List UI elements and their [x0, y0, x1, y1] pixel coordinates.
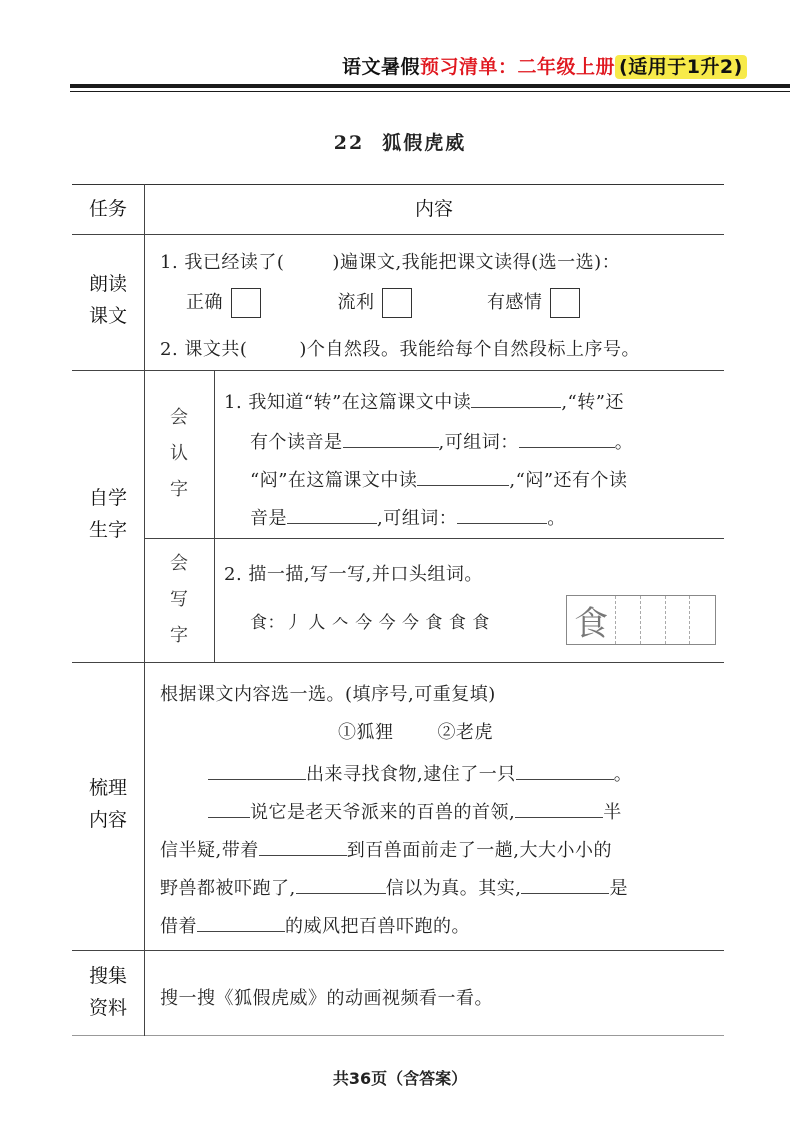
- lesson-number: 22: [333, 132, 365, 154]
- page-footer: 共36页（含答案）: [332, 1069, 468, 1088]
- grid-cell[interactable]: [690, 596, 715, 644]
- checkbox-fluent[interactable]: [382, 288, 412, 318]
- summary-line-1: [208, 760, 632, 786]
- text-segment: 。: [613, 764, 633, 785]
- summary-line-4: [160, 874, 628, 900]
- header-title: 预习清单：二年级上册: [420, 56, 616, 78]
- grid-cell[interactable]: [616, 596, 641, 644]
- choice-tiger: ②老虎: [437, 722, 493, 743]
- row-label-summary: [72, 772, 144, 836]
- option-fluent-label: 流利: [337, 292, 375, 313]
- row-divider: [72, 234, 724, 235]
- answer-blank[interactable]: [457, 523, 547, 524]
- answer-blank[interactable]: [208, 779, 306, 780]
- grid-cell[interactable]: [666, 596, 691, 644]
- answer-blank[interactable]: [296, 893, 386, 894]
- reading-question-2: [160, 335, 640, 361]
- text-segment: ,“转”还: [561, 392, 624, 413]
- label-char: 认: [170, 443, 188, 464]
- text-segment: )个自然段。我能给每个自然段标上序号。: [299, 339, 640, 360]
- text-segment: 信以为真。其实,: [385, 878, 522, 899]
- label-line: 自学: [88, 487, 127, 509]
- text-segment: 半: [603, 802, 622, 823]
- row-label-selfstudy: [72, 482, 144, 546]
- page-header: [342, 52, 747, 79]
- column-header-content: 内容: [414, 198, 453, 220]
- text-segment: 信半疑,带着: [160, 840, 259, 861]
- text-segment: ,可组词：: [438, 432, 519, 453]
- label-line: 搜集: [88, 965, 127, 987]
- label-line: 资料: [88, 997, 127, 1019]
- research-task: 搜一搜《狐假虎威》的动画视频看一看。: [160, 988, 493, 1009]
- label-line: 朗读: [88, 273, 127, 295]
- recognize-line-1: [224, 388, 624, 414]
- text-segment: 。: [614, 432, 634, 453]
- text-segment: 野兽都被吓跑了,: [160, 878, 296, 899]
- text-segment: )遍课文,我能把课文读得(选一选)：: [332, 252, 621, 273]
- sublabel-write: [144, 546, 214, 654]
- label-line: 课文: [88, 305, 127, 327]
- row-divider: [72, 950, 724, 951]
- text-segment: ,可组词：: [377, 508, 458, 529]
- text-segment: 2. 课文共(: [160, 339, 248, 360]
- character-label: 食：: [250, 613, 285, 633]
- recognize-line-3: [250, 466, 628, 492]
- label-line: 梳理: [88, 777, 127, 799]
- checkbox-expressive[interactable]: [550, 288, 580, 318]
- label-line: 生字: [88, 519, 127, 541]
- choice-fox: ①狐狸: [338, 722, 394, 743]
- header-subject: 语文暑假: [342, 56, 421, 78]
- label-char: 字: [170, 625, 188, 646]
- header-rule-thin: [70, 91, 790, 92]
- header-tag: (适用于1升2): [615, 55, 747, 79]
- lesson-name: 狐假虎威: [382, 132, 467, 154]
- answer-blank[interactable]: [417, 485, 509, 486]
- answer-blank[interactable]: [208, 817, 250, 818]
- row-divider: [72, 662, 724, 663]
- text-segment: 1. 我知道“转”在这篇课文中读: [224, 392, 472, 413]
- answer-blank[interactable]: [343, 447, 439, 448]
- text-segment: 1. 我已经读了(: [160, 252, 285, 273]
- summary-line-3: [160, 836, 612, 862]
- answer-blank[interactable]: [516, 779, 614, 780]
- recognize-line-2: [250, 428, 633, 454]
- text-segment: 出来寻找食物,逮住了一只: [306, 764, 516, 785]
- reading-question-1: [160, 248, 620, 274]
- row-divider: [72, 370, 724, 371]
- answer-blank[interactable]: [515, 817, 603, 818]
- checkbox-correct[interactable]: [231, 288, 261, 318]
- summary-intro: 根据课文内容选一选。(填序号,可重复填): [160, 684, 496, 705]
- summary-line-5: [160, 912, 470, 938]
- text-segment: 是: [609, 878, 628, 899]
- column-header-task: 任务: [88, 198, 127, 220]
- recognize-line-4: [250, 504, 566, 530]
- label-char: 会: [170, 553, 188, 574]
- answer-blank[interactable]: [519, 447, 615, 448]
- label-char: 写: [170, 589, 188, 610]
- reading-options: [186, 286, 580, 320]
- text-segment: 到百兽面前走了一趟,大大小小的: [346, 840, 612, 861]
- write-instruction: 2. 描一描,写一写,并口头组词。: [224, 564, 483, 585]
- summary-line-2: [208, 798, 622, 824]
- answer-blank[interactable]: [259, 855, 347, 856]
- row-label-reading: [72, 268, 144, 332]
- summary-choices: [338, 718, 493, 744]
- text-segment: 的威风把百兽吓跑的。: [285, 916, 470, 937]
- answer-blank[interactable]: [471, 407, 561, 408]
- text-segment: 说它是老天爷派来的百兽的首领,: [250, 802, 516, 823]
- text-segment: 借着: [160, 916, 197, 937]
- label-line: 内容: [88, 809, 127, 831]
- answer-blank[interactable]: [287, 523, 377, 524]
- option-correct-label: 正确: [186, 292, 223, 313]
- subcolumn-divider: [214, 370, 215, 662]
- text-segment: 音是: [250, 508, 287, 529]
- grid-model-cell: 食: [567, 596, 616, 644]
- label-char: 字: [170, 479, 188, 500]
- header-rule-thick: [70, 84, 790, 88]
- text-segment: 有个读音是: [250, 432, 343, 453]
- writing-grid[interactable]: [566, 595, 716, 645]
- text-segment: 。: [547, 508, 566, 529]
- row-label-research: [72, 960, 144, 1024]
- answer-blank[interactable]: [197, 931, 285, 932]
- text-segment: “闷”在这篇课文中读: [250, 470, 418, 491]
- lesson-title: [0, 128, 800, 155]
- stroke-order: [250, 608, 490, 633]
- label-char: 会: [170, 407, 188, 428]
- stroke-sequence: 丿 人 𠆢 今 今 今 食 食 食: [285, 613, 490, 633]
- text-segment: ,“闷”还有个读: [509, 470, 628, 491]
- sublabel-recognize: [144, 400, 214, 508]
- answer-blank[interactable]: [521, 893, 609, 894]
- option-expressive-label: 有感情: [486, 292, 543, 313]
- row-divider: [144, 538, 724, 539]
- grid-cell[interactable]: [641, 596, 666, 644]
